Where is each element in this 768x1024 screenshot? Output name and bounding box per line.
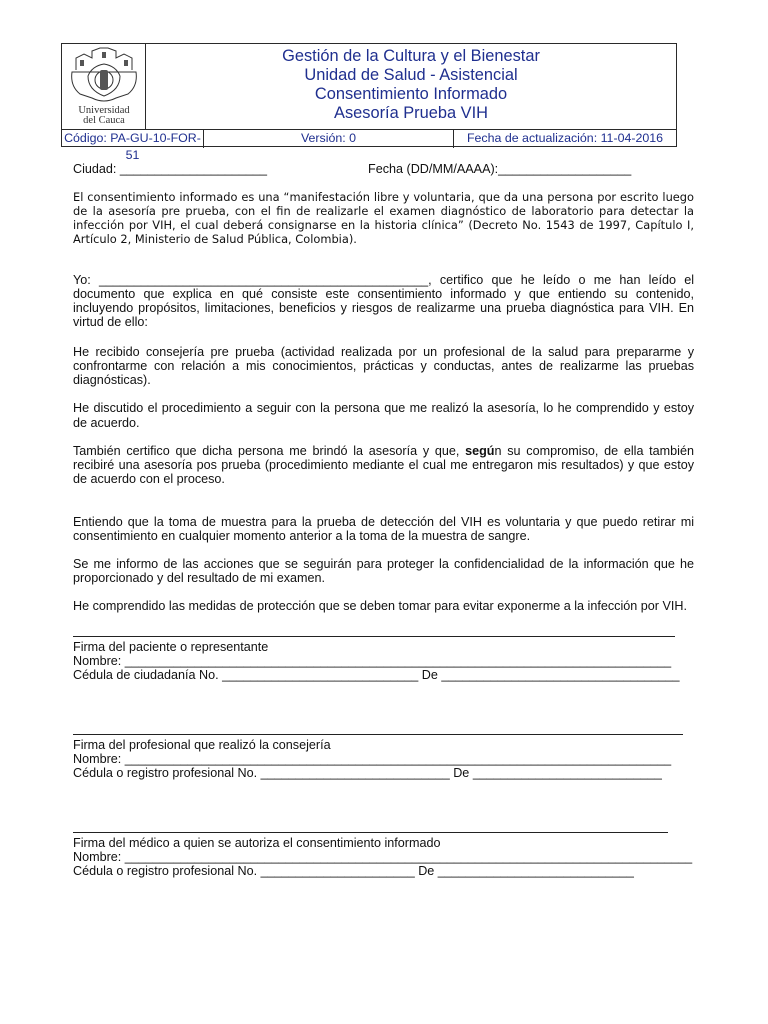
- doctor-id-field[interactable]: Cédula o registro profesional No. ______________________ De ____________________________: [73, 864, 634, 878]
- post-test-bold-text: segú: [465, 444, 495, 458]
- patient-id-field[interactable]: Cédula de ciudadanía No. ____________________________ De __________________________________: [73, 668, 680, 682]
- confidentiality-paragraph: Se me informo de las acciones que se seguirán para proteger la confidencialidad de la información que he proporcionado y del resultado de mi examen.: [73, 557, 694, 585]
- document-title-block: [146, 47, 676, 127]
- document-meta-row: [62, 129, 676, 162]
- counselor-signature-line[interactable]: [73, 734, 683, 735]
- document-code: Código: PA-GU-10-FOR-51: [62, 130, 204, 148]
- counseling-paragraph: He recibido consejería pre prueba (actividad realizada por un profesional de la salud para prepararme y confrontarme con relación a mis conocimientos, prácticas y conductas, antes de realizarme las pruebas diagnósticas).: [73, 345, 694, 387]
- intro-paragraph: El consentimiento informado es una “manifestación libre y voluntaria, que da una persona por escrito luego de la asesoría pre prueba, con el fin de realizarle el examen diagnóstico de laboratorio para detectar la infección por VIH, el cual deberá consignarse en la historia clínica” (Decreto No. 1543 de 1997, Capítulo I, Artículo 2, Ministerio de Salud Pública, Colombia).: [73, 190, 694, 246]
- counselor-signature-label: Firma del profesional que realizó la consejería: [73, 738, 331, 752]
- declaration-paragraph: Yo: _______________________________________________, certifico que he leído o me han leído el documento que explica en qué consiste este consentimiento informado y que entiendo su contenido, incluyendo propósitos, limitaciones, beneficios y riesgos de realizarme una prueba diagnóstica para VIH. En virtud de ello:: [73, 273, 694, 329]
- update-date: Fecha de actualización: 11-04-2016: [466, 131, 664, 145]
- protection-paragraph: He comprendido las medidas de protección que se deben tomar para evitar exponerme a la infección por VIH.: [73, 599, 687, 613]
- doctor-name-field[interactable]: Nombre: _________________________________________________________________________________: [73, 850, 693, 864]
- logo-text-line-2: del Cauca: [83, 115, 125, 126]
- post-test-paragraph: [73, 444, 694, 486]
- post-test-text-b: n su compromiso, de ella también recibiré una asesoría pos prueba (procedimiento mediante el cual me entregaron mis resultados) y que estoy de acuerdo con el proceso.: [73, 444, 694, 486]
- title-line: Asesoría Prueba VIH: [334, 104, 488, 122]
- counselor-name-field[interactable]: Nombre: ______________________________________________________________________________: [73, 752, 672, 766]
- city-field[interactable]: Ciudad: _____________________: [73, 162, 267, 176]
- date-field[interactable]: Fecha (DD/MM/AAAA):___________________: [368, 162, 632, 176]
- counselor-id-field[interactable]: Cédula o registro profesional No. ___________________________ De ___________________________: [73, 766, 662, 780]
- doctor-signature-label: Firma del médico a quien se autoriza el consentimiento informado: [73, 836, 441, 850]
- document-version: Versión: 0: [204, 130, 454, 148]
- doctor-signature-line[interactable]: [73, 832, 668, 833]
- logo-text-line-1: Universidad: [78, 105, 130, 116]
- post-test-text-a: También certifico que dicha persona me brindó la asesoría y que,: [73, 444, 466, 458]
- document-header: [61, 43, 677, 162]
- patient-name-field[interactable]: Nombre: ______________________________________________________________________________: [73, 654, 672, 668]
- patient-signature-label: Firma del paciente o representante: [73, 640, 269, 654]
- university-seal-icon: [62, 46, 146, 106]
- procedure-paragraph: He discutido el procedimiento a seguir con la persona que me realizó la asesoría, lo he comprendido y estoy de acuerdo.: [73, 401, 694, 430]
- patient-signature-line[interactable]: [73, 636, 675, 637]
- title-line: Unidad de Salud - Asistencial: [304, 66, 518, 84]
- title-line: Gestión de la Cultura y el Bienestar: [282, 47, 540, 65]
- voluntary-paragraph: Entiendo que la toma de muestra para la prueba de detección del VIH es voluntaria y que puedo retirar mi consentimiento en cualquier momento anterior a la toma de la muestra de sangre.: [73, 515, 694, 543]
- title-line: Consentimiento Informado: [314, 85, 508, 103]
- university-logo: [62, 44, 146, 129]
